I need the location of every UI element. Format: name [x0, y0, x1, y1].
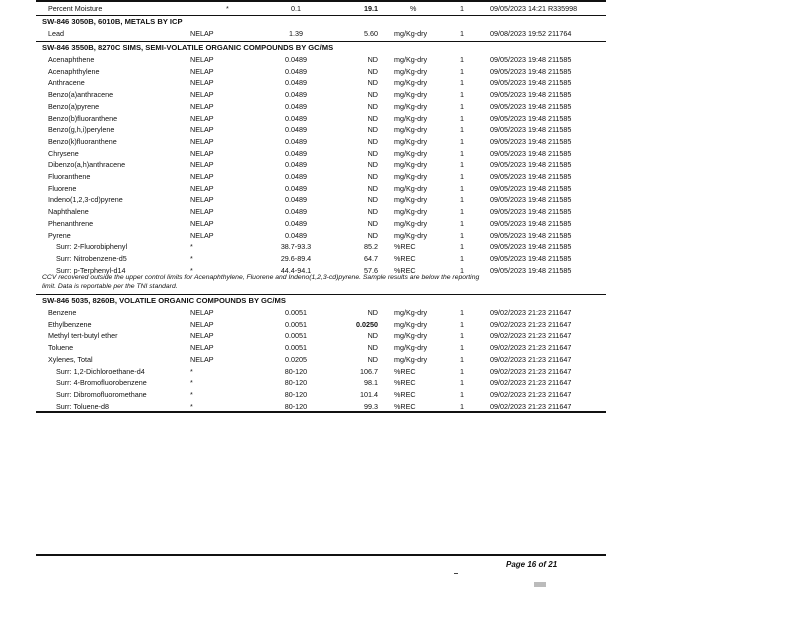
result-value: ND [367, 78, 378, 88]
unit-value: %REC [394, 401, 416, 411]
analyzed-value: 09/05/2023 19:48 211585 [490, 195, 572, 205]
dilution-value: 1 [460, 125, 464, 135]
result-value: ND [367, 343, 378, 353]
surrogate-row [36, 253, 606, 265]
dilution-value: 1 [460, 4, 464, 13]
limit-value: 0.0489 [285, 230, 307, 240]
result-value: ND [367, 172, 378, 181]
table-row [36, 206, 606, 218]
cert-value: * [190, 366, 193, 376]
result-value: 99.3 [364, 401, 378, 411]
unit-value: mg/Kg-dry [394, 195, 428, 205]
result-value: ND [367, 195, 378, 205]
table-row [36, 159, 606, 171]
result-value: 19.1 [364, 4, 378, 13]
analyte-name: Benzo(g,h,i)perylene [48, 125, 115, 135]
unit-value: %REC [394, 389, 416, 399]
top-rule [36, 0, 606, 2]
result-value: ND [367, 55, 378, 64]
table-row [36, 171, 606, 183]
limit-value: 0.0051 [285, 308, 307, 317]
unit-value: mg/Kg-dry [394, 308, 428, 317]
analyzed-value: 09/02/2023 21:23 211647 [490, 319, 572, 329]
analyte-name: Chrysene [48, 148, 79, 158]
limit-value: 0.0489 [285, 183, 307, 193]
limit-value: 80-120 [284, 378, 308, 388]
analyzed-value: 09/05/2023 19:48 211585 [490, 101, 572, 111]
result-value: 64.7 [364, 253, 378, 263]
dilution-value: 1 [460, 136, 464, 146]
analyzed-value: 09/05/2023 19:48 211585 [490, 230, 572, 240]
unit-value: mg/Kg-dry [394, 160, 428, 170]
analyzed-value: 09/02/2023 21:23 211647 [490, 378, 572, 388]
analyzed-value: 09/05/2023 19:48 211585 [490, 242, 572, 252]
dilution-value: 1 [460, 265, 464, 275]
analyzed-value: 09/05/2023 19:48 211585 [490, 113, 572, 123]
dilution-value: 1 [460, 172, 464, 181]
result-value: ND [367, 113, 378, 123]
limit-value: 0.1 [291, 4, 301, 13]
cert-value: NELAP [190, 160, 214, 170]
table-row [36, 342, 606, 354]
table-row [36, 77, 606, 89]
cert-value: NELAP [190, 207, 214, 217]
analyzed-value: 09/02/2023 21:23 211647 [490, 366, 572, 376]
table-row [36, 148, 606, 160]
unit-value: mg/Kg-dry [394, 331, 428, 341]
dilution-value: 1 [460, 230, 464, 240]
limit-value: 80-120 [284, 389, 308, 399]
limit-value: 0.0051 [285, 331, 307, 341]
limit-value: 0.0051 [285, 343, 307, 353]
dilution-value: 1 [460, 160, 464, 170]
result-value: ND [367, 136, 378, 146]
analyzed-value: 09/02/2023 21:23 211647 [490, 389, 572, 399]
dilution-value: 1 [460, 218, 464, 228]
dilution-value: 1 [460, 366, 464, 376]
limit-value: 0.0489 [285, 160, 307, 170]
result-value: 101.4 [360, 389, 378, 399]
unit-value: mg/Kg-dry [394, 125, 428, 135]
table-row [36, 194, 606, 206]
analyte-name: Xylenes, Total [48, 354, 93, 364]
cert-value: NELAP [190, 55, 214, 64]
result-value: ND [367, 354, 378, 364]
table-row [36, 101, 606, 113]
result-value: ND [367, 101, 378, 111]
dilution-value: 1 [460, 113, 464, 123]
table-row [36, 54, 606, 66]
unit-value: mg/Kg-dry [394, 148, 428, 158]
dilution-value: 1 [460, 253, 464, 263]
limit-value: 1.39 [289, 29, 303, 38]
dilution-value: 1 [460, 183, 464, 193]
analyte-name: Benzo(a)anthracene [48, 90, 114, 100]
cert-value: NELAP [190, 218, 214, 228]
unit-value: mg/Kg-dry [394, 172, 428, 181]
unit-value: %REC [394, 242, 416, 252]
result-value: ND [367, 331, 378, 341]
analyte-name: Fluoranthene [48, 172, 91, 181]
analyzed-value: 09/05/2023 19:48 211585 [490, 183, 572, 193]
dilution-value: 1 [460, 242, 464, 252]
dilution-value: 1 [460, 29, 464, 38]
limit-value: 38.7-93.3 [280, 242, 312, 252]
section-heading-svoc: SW-846 3550B, 8270C SIMS, SEMI-VOLATILE ORGANIC COMPOUNDS BY GC/MS [42, 43, 334, 52]
cert-value: * [190, 242, 193, 252]
unit-value: mg/Kg-dry [394, 66, 428, 76]
cert-value: NELAP [190, 66, 214, 76]
analyte-name: Fluorene [48, 183, 77, 193]
table-row [36, 136, 606, 148]
result-value: ND [367, 148, 378, 158]
cert-value: * [190, 401, 193, 411]
cert-value: NELAP [190, 331, 214, 341]
section-rule [36, 15, 606, 16]
result-value: 57.6 [364, 265, 378, 275]
analyte-name: Pyrene [48, 230, 71, 240]
analyte-name: Methyl tert-butyl ether [48, 331, 118, 341]
analyte-name: Lead [48, 29, 64, 38]
cert-value: * [190, 389, 193, 399]
analyzed-value: 09/05/2023 19:48 211585 [490, 172, 572, 181]
unit-value: mg/Kg-dry [394, 207, 428, 217]
table-row [36, 124, 606, 136]
unit-value: mg/Kg-dry [394, 90, 428, 100]
analyzed-value: 09/02/2023 21:23 211647 [490, 354, 572, 364]
analyzed-value: 09/05/2023 19:48 211585 [490, 265, 572, 275]
section-heading-metals: SW-846 3050B, 6010B, METALS BY ICP [42, 17, 183, 26]
analyzed-value: 09/05/2023 19:48 211585 [490, 136, 572, 146]
section-heading-voc: SW-846 5035, 8260B, VOLATILE ORGANIC COMPOUNDS BY GC/MS [42, 296, 286, 305]
table-row [36, 330, 606, 342]
limit-value: 0.0489 [285, 125, 307, 135]
table-row [36, 113, 606, 125]
analyte-name: Naphthalene [48, 207, 89, 217]
analyte-name: Surr: Dibromofluoromethane [56, 389, 147, 399]
limit-value: 29.6-89.4 [280, 253, 312, 263]
dilution-value: 1 [460, 354, 464, 364]
analyte-name: Surr: 4-Bromofluorobenzene [56, 378, 147, 388]
analyzed-value: 09/05/2023 19:48 211585 [490, 253, 572, 263]
table-row [36, 28, 606, 40]
unit-value: %REC [394, 366, 416, 376]
analyzed-value: 09/05/2023 19:48 211585 [490, 90, 572, 100]
dilution-value: 1 [460, 78, 464, 88]
limit-value: 0.0489 [285, 113, 307, 123]
unit-value: %REC [394, 253, 416, 263]
cert-value: NELAP [190, 148, 214, 158]
limit-value: 0.0051 [285, 319, 307, 329]
limit-value: 80-120 [284, 366, 308, 376]
analyte-name: Percent Moisture [48, 4, 103, 13]
analyte-name: Surr: 1,2-Dichloroethane-d4 [56, 366, 145, 376]
cert-value: NELAP [190, 343, 214, 353]
cert-value: NELAP [190, 78, 214, 88]
cert-value: NELAP [190, 172, 214, 181]
cert-value: NELAP [190, 183, 214, 193]
analyte-name: Benzo(b)fluoranthene [48, 113, 118, 123]
unit-value: mg/Kg-dry [394, 218, 428, 228]
unit-value: mg/Kg-dry [394, 101, 428, 111]
analyzed-value: 09/05/2023 19:48 211585 [490, 66, 572, 76]
analyzed-value: 09/02/2023 21:23 211647 [490, 401, 572, 411]
analyzed-value: 09/05/2023 19:48 211585 [490, 55, 572, 64]
table-row [36, 307, 606, 319]
unit-value: mg/Kg-dry [394, 78, 428, 88]
table-row [36, 354, 606, 366]
analyzed-value: 09/02/2023 21:23 211647 [490, 308, 572, 317]
cert-value: NELAP [190, 319, 214, 329]
unit-value: mg/Kg-dry [394, 136, 428, 146]
result-value: ND [367, 218, 378, 228]
limit-value: 0.0489 [285, 90, 307, 100]
analyte-name: Toluene [48, 343, 74, 353]
analyzed-value: 09/05/2023 19:48 211585 [490, 78, 572, 88]
dilution-value: 1 [460, 207, 464, 217]
dilution-value: 1 [460, 66, 464, 76]
cert-value: NELAP [190, 354, 214, 364]
analyte-name: Surr: 2-Fluorobiphenyl [56, 242, 128, 252]
limit-value: 0.0489 [285, 55, 307, 64]
dilution-value: 1 [460, 308, 464, 317]
cert-value: NELAP [190, 195, 214, 205]
table-row [36, 89, 606, 101]
footer-tick-mark [454, 573, 458, 574]
unit-value: mg/Kg-dry [394, 55, 428, 64]
cert-value: NELAP [190, 125, 214, 135]
analyzed-value: 09/02/2023 21:23 211647 [490, 343, 572, 353]
analyte-name: Surr: p-Terphenyl-d14 [56, 265, 126, 275]
analyzed-value: 09/08/2023 19:52 211764 [490, 29, 572, 38]
dilution-value: 1 [460, 55, 464, 64]
result-value: ND [367, 125, 378, 135]
result-value: ND [367, 90, 378, 100]
cert-value: NELAP [190, 308, 214, 317]
analyzed-value: 09/05/2023 19:48 211585 [490, 125, 572, 135]
cert-value: NELAP [190, 90, 214, 100]
cert-value: NELAP [190, 136, 214, 146]
result-value: 5.60 [364, 29, 378, 38]
analyte-name: Benzene [48, 308, 77, 317]
analyzed-value: 09/05/2023 19:48 211585 [490, 218, 572, 228]
analyzed-value: 09/05/2023 19:48 211585 [490, 160, 572, 170]
analyte-name: Indeno(1,2,3-cd)pyrene [48, 195, 123, 205]
dilution-value: 1 [460, 401, 464, 411]
result-value: 0.0250 [356, 319, 378, 329]
cert-value: * [190, 253, 193, 263]
analyte-name: Acenaphthylene [48, 66, 100, 76]
limit-value: 0.0489 [285, 148, 307, 158]
limit-value: 0.0489 [285, 207, 307, 217]
unit-value: % [410, 4, 417, 13]
analyte-name: Surr: Toluene-d8 [56, 401, 110, 411]
table-row [36, 319, 606, 331]
surrogate-row [36, 366, 606, 378]
limit-value: 0.0489 [285, 136, 307, 146]
surrogate-row [36, 377, 606, 389]
result-value: ND [367, 160, 378, 170]
cert-value: NELAP [190, 29, 214, 38]
unit-value: %REC [394, 378, 416, 388]
dilution-value: 1 [460, 319, 464, 329]
analyte-name: Phenanthrene [48, 218, 94, 228]
analyte-name: Benzo(a)pyrene [48, 101, 100, 111]
dilution-value: 1 [460, 148, 464, 158]
limit-value: 0.0489 [285, 78, 307, 88]
dilution-value: 1 [460, 389, 464, 399]
limit-value: 80-120 [284, 401, 308, 411]
analyzed-value: 09/05/2023 19:48 211585 [490, 207, 572, 217]
limit-value: 0.0205 [285, 354, 307, 364]
dilution-value: 1 [460, 195, 464, 205]
limit-value: 0.0489 [285, 66, 307, 76]
unit-value: %REC [394, 265, 416, 275]
dilution-value: 1 [460, 90, 464, 100]
cert-value: NELAP [190, 113, 214, 123]
scan-marker [534, 582, 546, 587]
unit-value: mg/Kg-dry [394, 319, 428, 329]
limit-value: 0.0489 [285, 195, 307, 205]
result-value: 85.2 [364, 242, 378, 252]
result-value: 98.1 [364, 378, 378, 388]
limit-value: 0.0489 [285, 172, 307, 181]
unit-value: mg/Kg-dry [394, 183, 428, 193]
dilution-value: 1 [460, 101, 464, 111]
result-value: ND [367, 207, 378, 217]
dilution-value: 1 [460, 343, 464, 353]
table-row [36, 183, 606, 195]
analyte-name: Dibenzo(a,h)anthracene [48, 160, 126, 170]
case-narrative-note: CCV recovered outside the upper control limits for Acenaphthylene, Fluorene and Indeno(1,2,3-cd)pyrene. Sample results are below the reporting limit. Data is reportable per the TNI standard. [42, 274, 480, 290]
limit-value: 0.0489 [285, 218, 307, 228]
table-bottom-rule [36, 411, 606, 413]
table-row [36, 230, 606, 242]
cert-value: * [190, 378, 193, 388]
cert-value: NELAP [190, 101, 214, 111]
analyte-name: Benzo(k)fluoranthene [48, 136, 117, 146]
dilution-value: 1 [460, 378, 464, 388]
result-value: ND [367, 308, 378, 317]
unit-value: mg/Kg-dry [394, 29, 428, 38]
analyte-name: Surr: Nitrobenzene-d5 [56, 253, 127, 263]
footer-rule [36, 554, 606, 556]
table-row [36, 66, 606, 78]
surrogate-row [36, 389, 606, 401]
limit-value: 0.0489 [285, 101, 307, 111]
result-value: 106.7 [360, 366, 378, 376]
section-rule [36, 41, 606, 42]
cert-value: * [226, 4, 229, 13]
table-row [36, 3, 606, 15]
result-value: ND [367, 183, 378, 193]
analyzed-value: 09/02/2023 21:23 211647 [490, 331, 572, 341]
unit-value: mg/Kg-dry [394, 354, 428, 364]
section-rule [36, 294, 606, 295]
analyzed-value: 09/05/2023 19:48 211585 [490, 148, 572, 158]
surrogate-row [36, 241, 606, 253]
analyte-name: Anthracene [48, 78, 85, 88]
limit-value: 44.4-94.1 [280, 265, 312, 275]
result-value: ND [367, 66, 378, 76]
cert-value: * [190, 265, 193, 275]
analyte-name: Ethylbenzene [48, 319, 92, 329]
dilution-value: 1 [460, 331, 464, 341]
table-row [36, 218, 606, 230]
page-number: Page 16 of 21 [506, 560, 558, 569]
result-value: ND [367, 230, 378, 240]
analyzed-value: 09/05/2023 14:21 R335998 [490, 4, 578, 13]
unit-value: mg/Kg-dry [394, 230, 428, 240]
unit-value: mg/Kg-dry [394, 113, 428, 123]
analyte-name: Acenaphthene [48, 55, 95, 64]
unit-value: mg/Kg-dry [394, 343, 428, 353]
cert-value: NELAP [190, 230, 214, 240]
